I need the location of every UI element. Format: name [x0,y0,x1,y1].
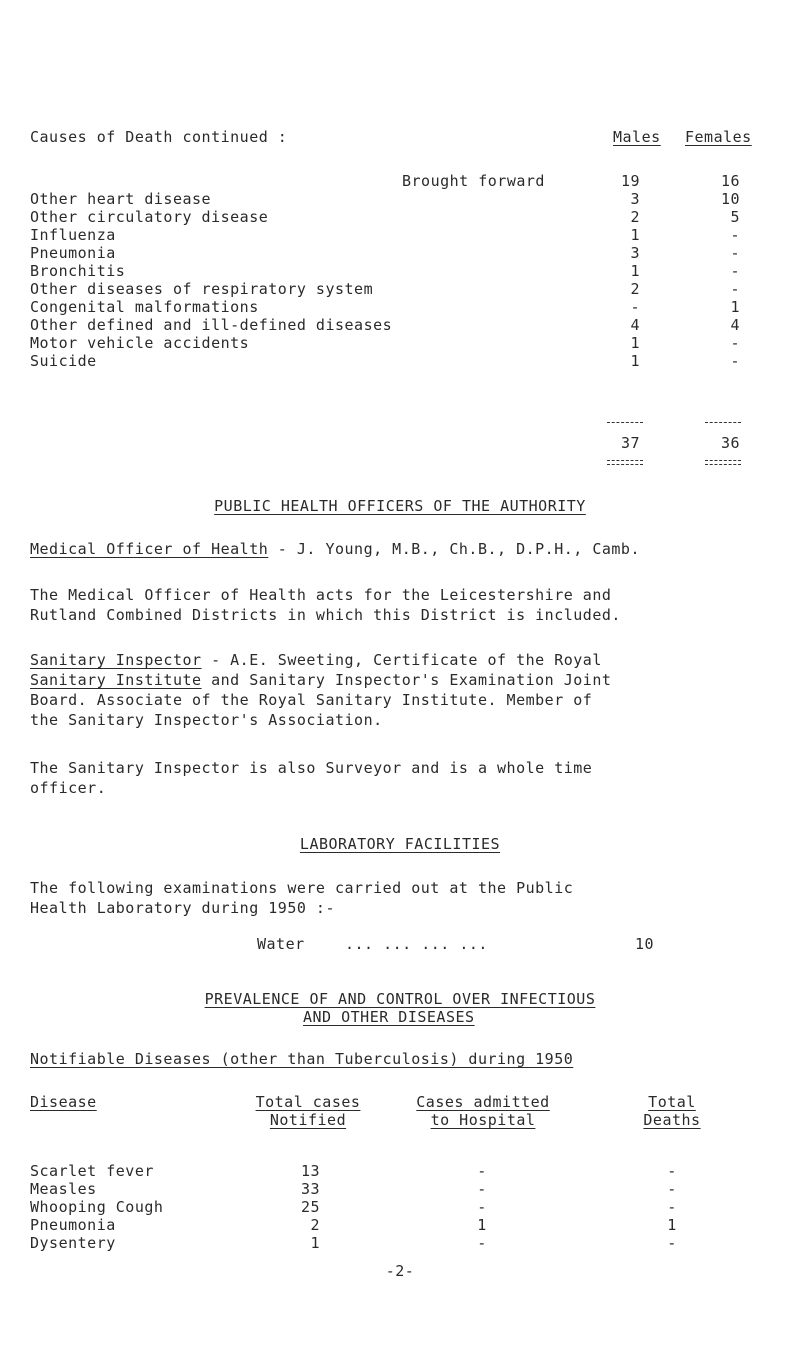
disease-deaths: - [667,1234,677,1252]
moh-line [30,540,640,558]
cause-females: - [730,334,740,352]
cause-label: Congenital malformations [30,298,259,316]
cause-males: 1 [630,334,640,352]
cause-females: 10 [720,190,740,208]
cause-females: 4 [730,316,740,334]
cause-females: - [730,352,740,370]
page-number: -2- [385,1262,415,1280]
col-males: Males [613,128,661,146]
disease-notified: 1 [310,1234,320,1252]
si-detail: - A.E. Sweeting, Certificate of the Royal [201,651,602,669]
disease-admitted: - [477,1162,487,1180]
disease-admitted: - [477,1180,487,1198]
disease-deaths: - [667,1198,677,1216]
cause-label: Other defined and ill-defined diseases [30,316,393,334]
total-males: 37 [620,434,640,452]
cause-females: - [730,280,740,298]
disease-deaths: - [667,1162,677,1180]
moh-title: Medical Officer of Health [30,540,269,558]
si-line-2 [30,670,611,690]
lab-item-label: Water [257,935,305,953]
lab-item-dots: ... ... ... ... [345,935,488,953]
cause-males: 4 [630,316,640,334]
cause-males: 1 [630,262,640,280]
moh-paragraph: The Medical Officer of Health acts for the Leicestershire and Rutland Combined Districts in which this District is included. [30,586,621,624]
disease-notified: 25 [300,1198,320,1216]
col-notified-1: Total cases [255,1093,361,1111]
cause-females: 1 [730,298,740,316]
moh-detail: - J. Young, M.B., Ch.B., D.P.H., Camb. [268,540,640,558]
si-title: Sanitary Inspector [30,651,202,669]
disease-name: Dysentery [30,1234,116,1252]
col-females: Females [685,128,752,146]
cause-label: Other heart disease [30,190,212,208]
si-line-1 [30,650,602,670]
cause-label: Other circulatory disease [30,208,269,226]
cause-females: - [730,226,740,244]
brought-forward-label: Brought forward [402,172,545,190]
disease-deaths: 1 [667,1216,677,1234]
disease-name: Scarlet fever [30,1162,154,1180]
males-total-rule [607,460,643,465]
females-total-rule [705,460,741,465]
disease-admitted: - [477,1234,487,1252]
disease-name: Measles [30,1180,97,1198]
col-disease: Disease [30,1093,97,1111]
lab-item-value: 10 [635,935,655,953]
cause-males: 3 [630,190,640,208]
col-deaths-1: Total [648,1093,696,1111]
brought-forward-males: 19 [620,172,640,190]
disease-admitted: 1 [477,1216,487,1234]
lab-paragraph: The following examinations were carried out at the Public Health Laboratory during 1950 :- [30,879,574,917]
cause-males: - [630,298,640,316]
cause-label: Bronchitis [30,262,126,280]
cause-males: 1 [630,226,640,244]
cause-label: Influenza [30,226,116,244]
col-notified-2: Notified [269,1111,347,1129]
infectious-heading-1: PREVALENCE OF AND CONTROL OVER INFECTIOUS [204,990,596,1008]
disease-name: Pneumonia [30,1216,116,1234]
cause-males: 2 [630,208,640,226]
cause-males: 3 [630,244,640,262]
total-females: 36 [720,434,740,452]
lab-heading: LABORATORY FACILITIES [299,835,501,853]
cause-males: 1 [630,352,640,370]
si-line-3: Board. Associate of the Royal Sanitary Institute. Member of [30,691,593,709]
si-line-4: the Sanitary Inspector's Association. [30,711,383,729]
col-deaths-2: Deaths [643,1111,701,1129]
notifiable-subheading: Notifiable Diseases (other than Tuberculosis) during 1950 [30,1050,574,1068]
causes-heading: Causes of Death continued : [30,128,288,146]
cause-males: 2 [630,280,640,298]
col-admitted-1: Cases admitted [416,1093,550,1111]
males-subtotal-rule [607,422,643,423]
cause-females: - [730,262,740,280]
cause-label: Other diseases of respiratory system [30,280,374,298]
cause-females: - [730,244,740,262]
disease-admitted: - [477,1198,487,1216]
cause-label: Pneumonia [30,244,116,262]
brought-forward-females: 16 [720,172,740,190]
surveyor-paragraph: The Sanitary Inspector is also Surveyor and is a whole time officer. [30,759,593,797]
disease-deaths: - [667,1180,677,1198]
disease-name: Whooping Cough [30,1198,164,1216]
disease-notified: 33 [300,1180,320,1198]
col-admitted-2: to Hospital [430,1111,536,1129]
si-line2-title: Sanitary Institute [30,671,202,689]
cause-females: 5 [730,208,740,226]
infectious-heading-2: AND OTHER DISEASES [303,1008,475,1026]
cause-label: Motor vehicle accidents [30,334,250,352]
cause-label: Suicide [30,352,97,370]
si-line2-rest: and Sanitary Inspector's Examination Joint [201,671,612,689]
officers-heading: PUBLIC HEALTH OFFICERS OF THE AUTHORITY [214,497,586,515]
females-subtotal-rule [705,422,741,423]
disease-notified: 13 [300,1162,320,1180]
disease-notified: 2 [310,1216,320,1234]
